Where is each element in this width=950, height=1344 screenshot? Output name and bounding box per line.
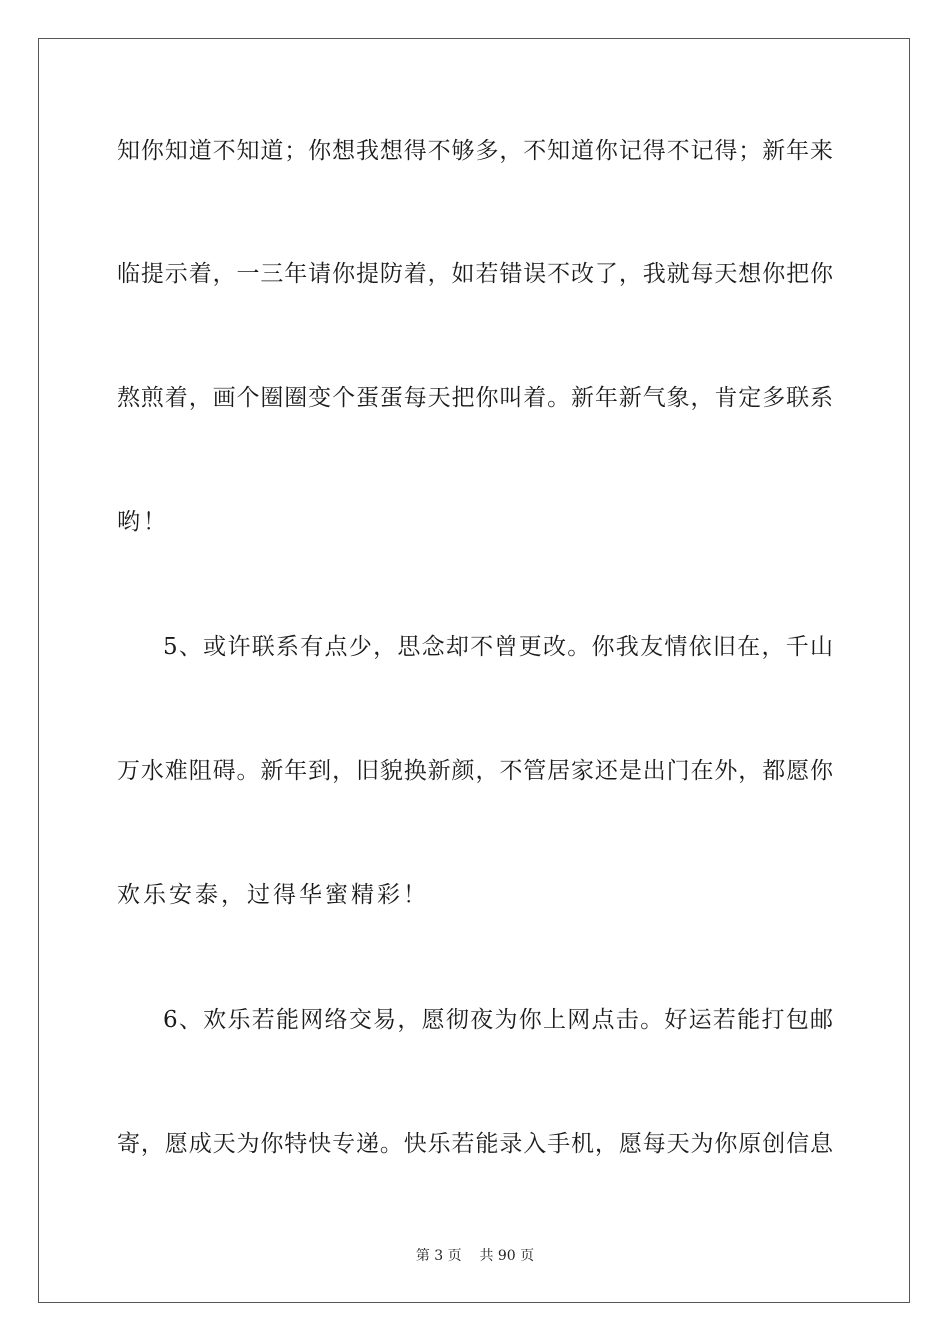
- text-line: 临提示着，一三年请你提防着，如若错误不改了，我就每天想你把你: [117, 261, 833, 287]
- text-line: 知你知道不知道；你想我想得不够多，不知道你记得不记得；新年来: [117, 138, 833, 164]
- paragraph-6-first-line: 6、欢乐若能网络交易，愿彻夜为你上网点击。好运若能打包邮: [163, 1007, 833, 1033]
- text-line: 寄，愿成天为你特快专递。快乐若能录入手机，愿每天为你原创信息: [117, 1131, 833, 1157]
- text-line: 欢乐安泰，过得华蜜精彩！: [117, 882, 429, 908]
- page-number: 第 3 页: [415, 1248, 462, 1264]
- text-line: 万水难阻碍。新年到，旧貌换新颜，不管居家还是出门在外，都愿你: [117, 758, 833, 784]
- page-footer: [0, 1247, 950, 1265]
- paragraph-5-first-line: 5、或许联系有点少，思念却不曾更改。你我友情依旧在，千山: [163, 634, 833, 660]
- page-total: 共 90 页: [479, 1248, 535, 1264]
- page-border: [38, 38, 910, 1303]
- text-line: 熬煎着，画个圈圈变个蛋蛋每天把你叫着。新年新气象，肯定多联系: [117, 385, 833, 411]
- text-line: 哟！: [117, 509, 169, 535]
